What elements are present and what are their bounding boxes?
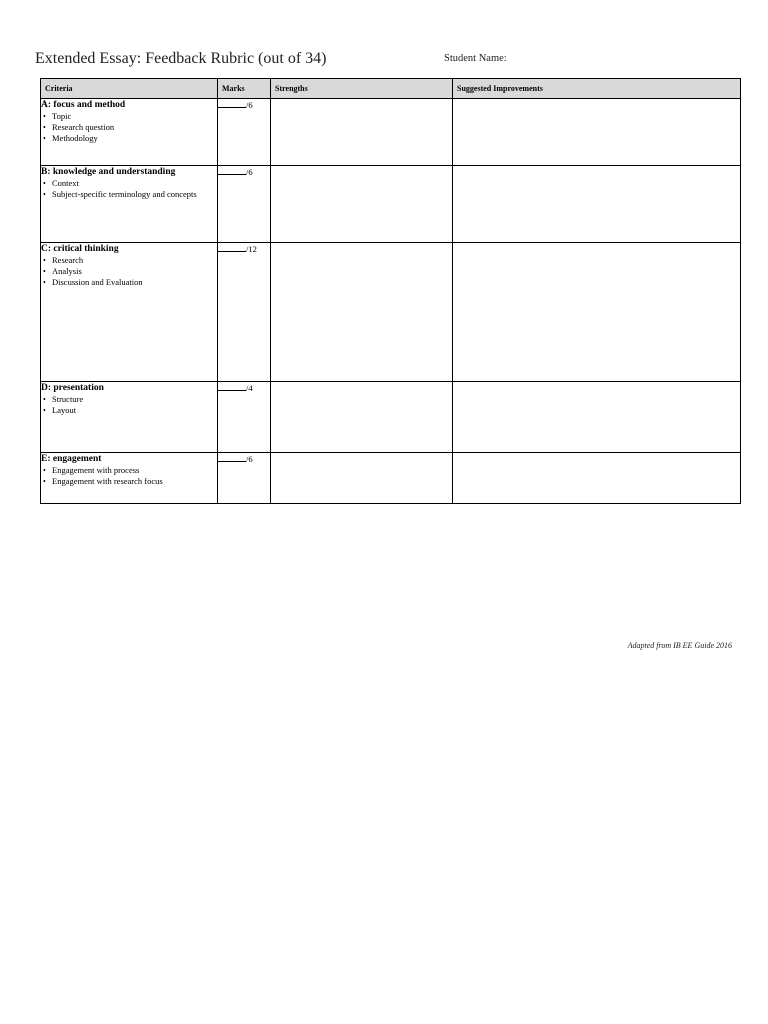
table-row	[41, 453, 741, 504]
marks-blank-line[interactable]	[218, 243, 246, 252]
marks-blank-line[interactable]	[218, 382, 246, 391]
criterion-title: A: focus and method	[41, 100, 126, 110]
list-item: • Context	[41, 178, 217, 189]
source-note: Adapted from IB EE Guide 2016	[627, 641, 732, 650]
list-item: • Structure	[41, 394, 217, 405]
criterion-title: C: critical thinking	[41, 244, 119, 254]
criterion-cell	[41, 99, 218, 166]
list-item: • Topic	[41, 111, 217, 122]
list-item: • Subject-specific terminology and concepts	[41, 189, 217, 200]
criterion-title: B: knowledge and understanding	[41, 167, 176, 177]
strengths-cell[interactable]	[271, 382, 453, 453]
marks-total: /6	[246, 167, 253, 177]
criterion-cell	[41, 243, 218, 382]
marks-blank-line[interactable]	[218, 99, 246, 108]
marks-cell[interactable]	[218, 99, 271, 166]
criterion-points	[41, 178, 217, 200]
page-title: Extended Essay: Feedback Rubric (out of 34)	[35, 50, 327, 67]
marks-total: /6	[246, 454, 253, 464]
criterion-points	[41, 394, 217, 416]
marks-cell[interactable]	[218, 453, 271, 504]
column-header-criteria: Criteria	[41, 79, 218, 99]
marks-total: /12	[246, 244, 257, 254]
criterion-title: D: presentation	[41, 383, 104, 393]
improvements-cell[interactable]	[453, 453, 741, 504]
table-row	[41, 99, 741, 166]
column-header-strengths: Strengths	[271, 79, 453, 99]
improvements-cell[interactable]	[453, 99, 741, 166]
list-item: • Analysis	[41, 266, 217, 277]
marks-cell[interactable]	[218, 166, 271, 243]
marks-cell[interactable]	[218, 382, 271, 453]
table-row	[41, 166, 741, 243]
improvements-cell[interactable]	[453, 166, 741, 243]
strengths-cell[interactable]	[271, 99, 453, 166]
list-item: • Research question	[41, 122, 217, 133]
strengths-cell[interactable]	[271, 243, 453, 382]
column-header-marks: Marks	[218, 79, 271, 99]
list-item: • Research	[41, 255, 217, 266]
table-row	[41, 382, 741, 453]
marks-blank-line[interactable]	[218, 453, 246, 462]
improvements-cell[interactable]	[453, 382, 741, 453]
criterion-points	[41, 111, 217, 144]
criterion-cell	[41, 453, 218, 504]
list-item: • Discussion and Evaluation	[41, 277, 217, 288]
criterion-cell	[41, 166, 218, 243]
list-item: • Engagement with process	[41, 465, 217, 476]
marks-total: /6	[246, 100, 253, 110]
list-item: • Engagement with research focus	[41, 476, 217, 487]
column-header-suggested-improvements: Suggested Improvements	[453, 79, 741, 99]
list-item: • Methodology	[41, 133, 217, 144]
strengths-cell[interactable]	[271, 166, 453, 243]
improvements-cell[interactable]	[453, 243, 741, 382]
criterion-points	[41, 255, 217, 288]
criterion-title: E: engagement	[41, 454, 102, 464]
table-row	[41, 243, 741, 382]
student-name-label: Student Name:	[444, 53, 507, 64]
criterion-points	[41, 465, 217, 487]
list-item: • Layout	[41, 405, 217, 416]
strengths-cell[interactable]	[271, 453, 453, 504]
marks-total: /4	[246, 383, 253, 393]
criterion-cell	[41, 382, 218, 453]
marks-blank-line[interactable]	[218, 166, 246, 175]
rubric-table	[40, 78, 741, 504]
marks-cell[interactable]	[218, 243, 271, 382]
table-header-row	[41, 79, 741, 99]
